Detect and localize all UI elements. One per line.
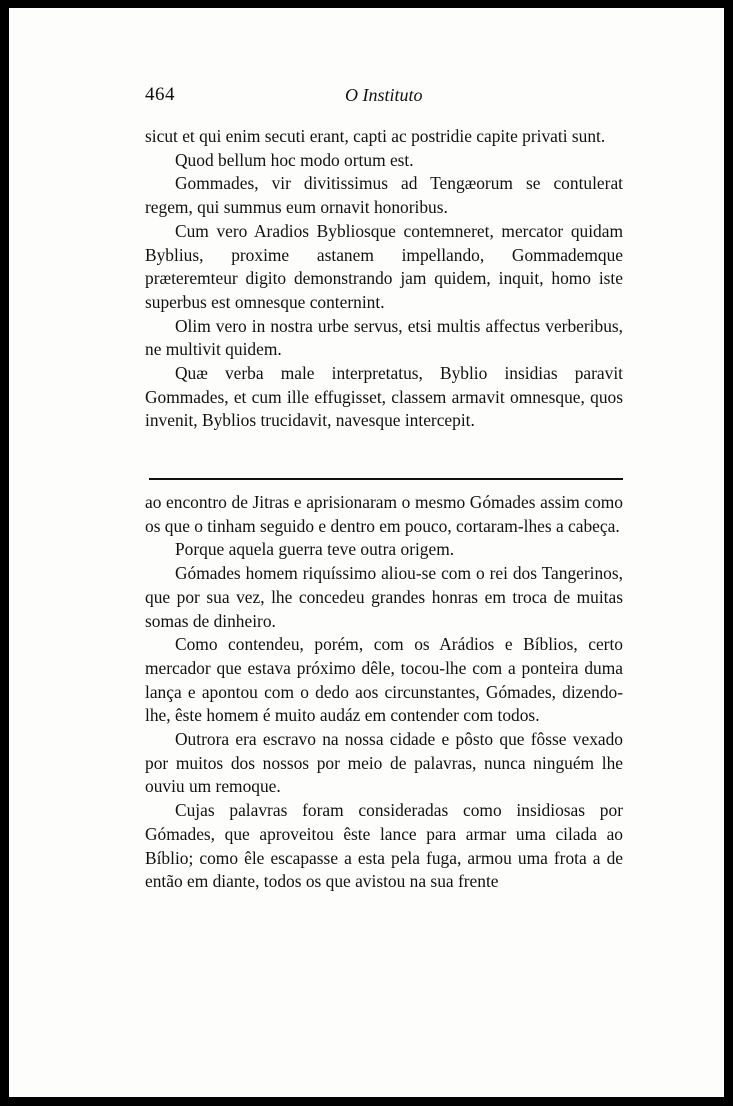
running-title: O Instituto <box>345 85 423 105</box>
latin-paragraph: Olim vero in nostra urbe servus, etsi multis affectus verberibus, ne multivit quidem. <box>145 315 623 360</box>
portuguese-paragraph: Porque aquela guerra teve outra origem. <box>175 539 455 560</box>
latin-paragraph: Quæ verba male interpretatus, Byblio insidias paravit Gommades, et cum ille effugisset, classem armavit omnesque, quos invenit, Byblios trucidavit, navesque intercepit. <box>145 363 623 431</box>
latin-paragraph: sicut et qui enim secuti erant, capti ac postridie capite privati sunt. <box>145 126 606 146</box>
latin-paragraph: Quod bellum hoc modo ortum est. <box>175 149 414 170</box>
portuguese-paragraph: Gómades homem riquíssimo aliou-se com o rei dos Tangerinos, que por sua vez, lhe concedeu grandes honras em troca de muitas somas de dinheiro. <box>145 563 623 631</box>
page-header <box>145 84 623 110</box>
portuguese-paragraph: ao encontro de Jitras e aprisionaram o mesmo Gómades assim como os que o tinham seguido e dentro em pouco, cortaram-lhes a cabeça. <box>145 492 623 536</box>
portuguese-paragraph: Cujas palavras foram consideradas como insidiosas por Gómades, que aproveitou êste lance para armar uma cilada ao Bíblio; como êle escapasse a esta pela fuga, armou uma frota a de então em diante, todos os que avistou na sua frente <box>145 800 623 892</box>
portuguese-paragraph: Outrora era escravo na nossa cidade e pôsto que fôsse vexado por muitos dos nossos por meio de palavras, nunca ninguém lhe ouviu um remoque. <box>145 729 623 797</box>
latin-paragraph: Cum vero Aradios Bybliosque contemneret, mercator quidam Byblius, proxime astanem impellando, Gommademque præteremteur digito demonstrando jam quidem, inquit, homo iste superbus est omnesque conternint. <box>145 220 623 312</box>
portuguese-text <box>145 491 623 894</box>
latin-text <box>145 125 623 433</box>
section-divider <box>149 478 623 480</box>
page-number: 464 <box>145 84 175 105</box>
portuguese-paragraph: Como contendeu, porém, com os Arádios e Bíblios, certo mercador que estava próximo dêle, tocou-lhe com a ponteira duma lança e apontou com o dedo aos circunstantes, Gómades, dizendo-lhe, êste homem é muito audáz em contender com todos. <box>145 634 623 726</box>
latin-paragraph: Gommades, vir divitissimus ad Tengæorum se contulerat regem, qui summus eum ornavit honoribus. <box>145 173 623 218</box>
